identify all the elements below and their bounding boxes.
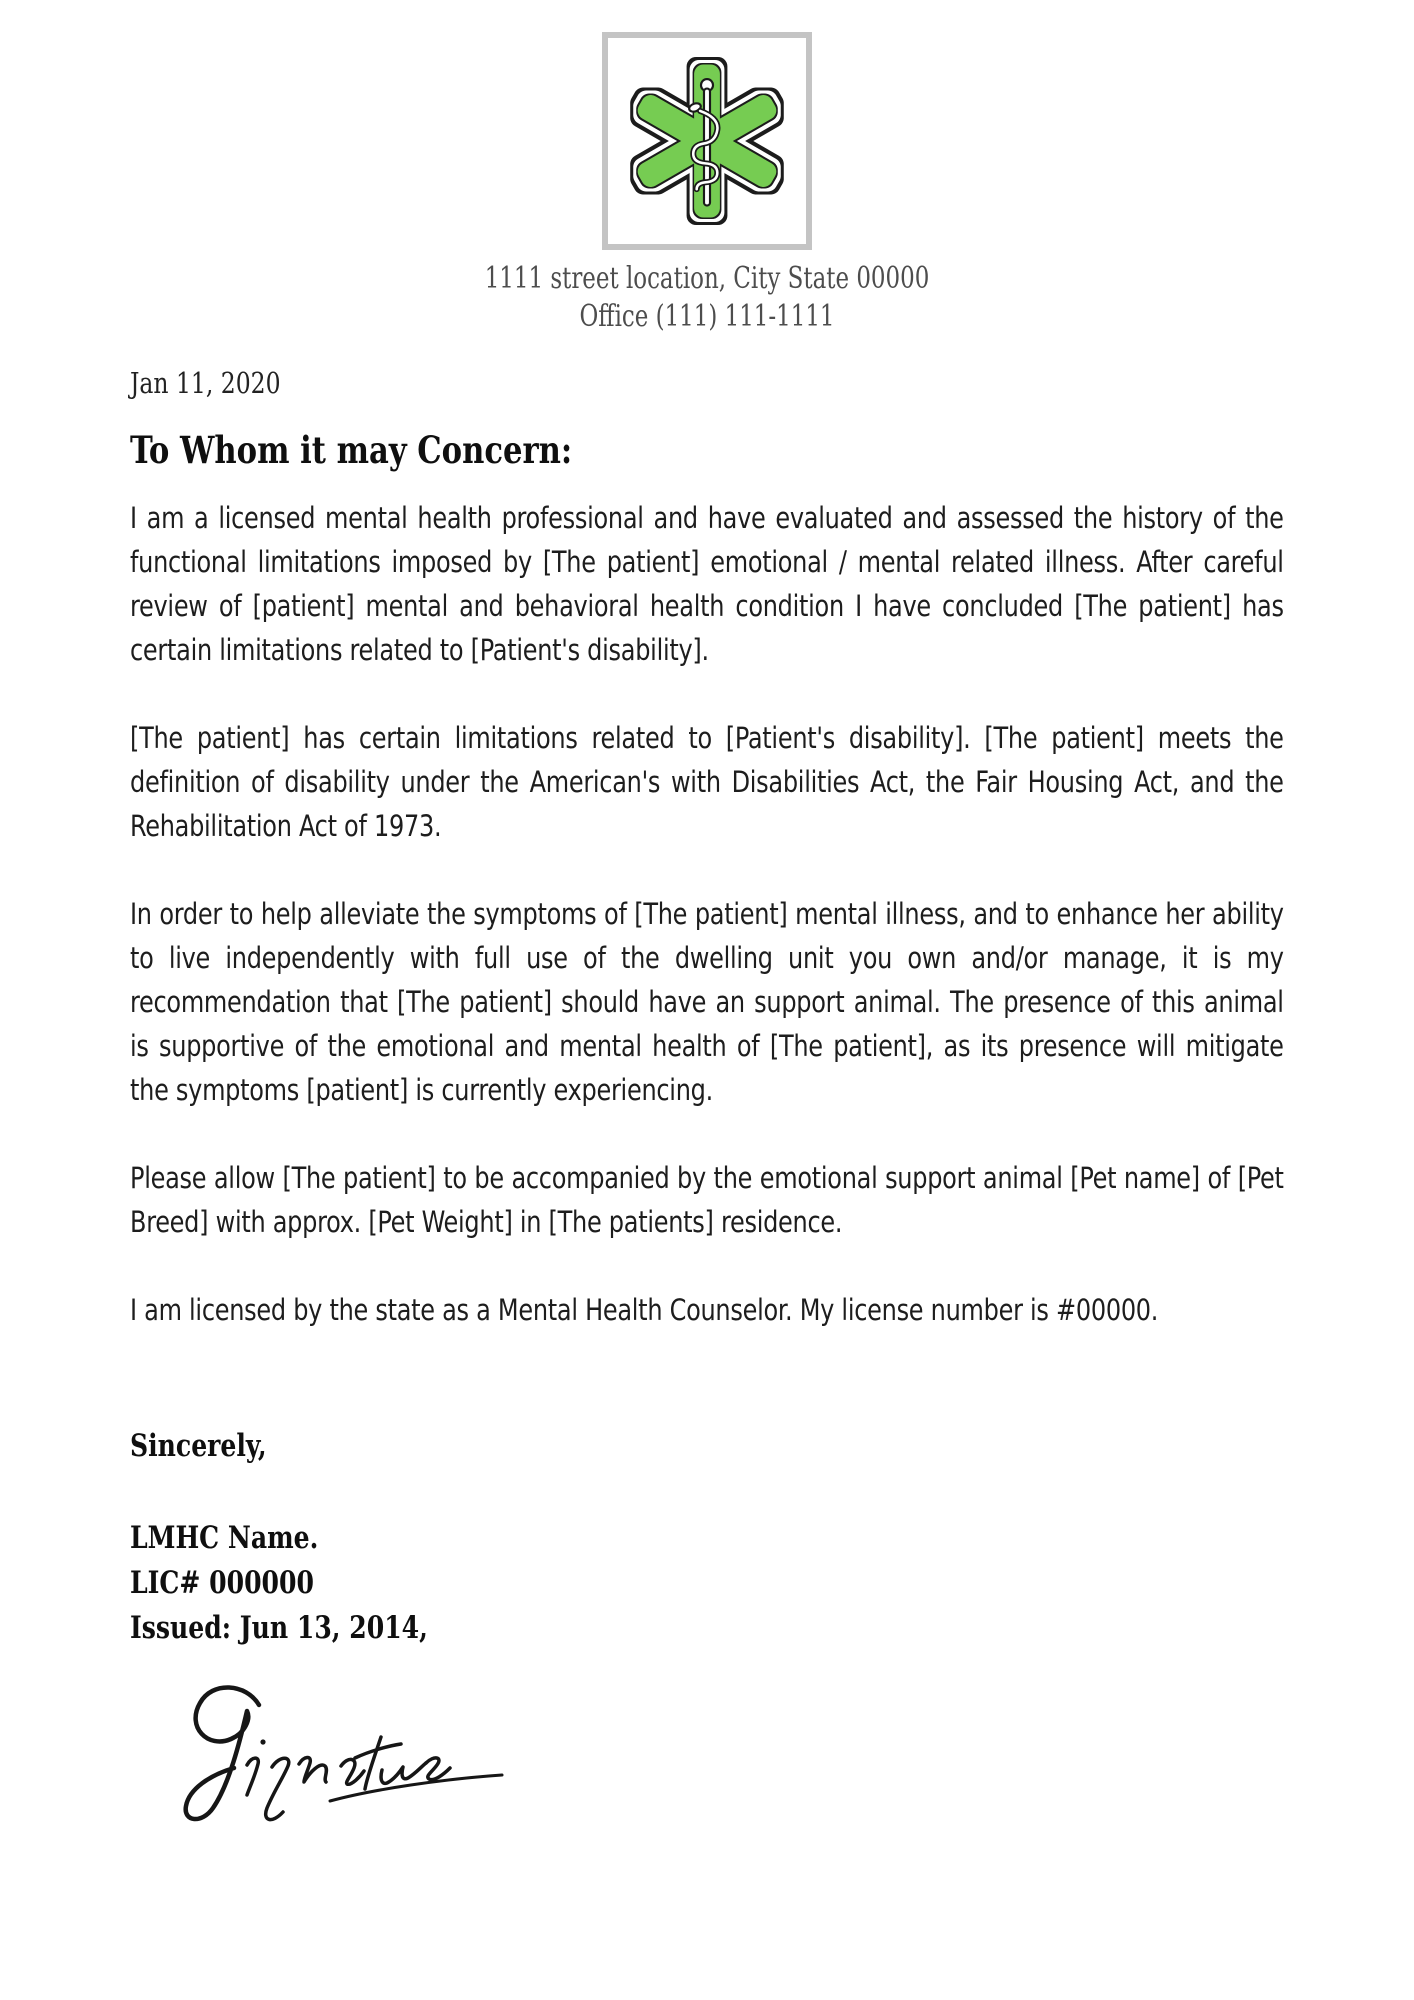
closing: Sincerely,	[130, 1428, 267, 1464]
paragraph-1: I am a licensed mental health professional and have evaluated and assessed the history of the functional limitations imposed by [The patient] emotional / mental related illness. After careful review of [patient] mental and behavioral health condition I have concluded [The patient] has certain limitations related to [Patient's disability].	[130, 501, 1284, 667]
logo-box	[602, 32, 812, 250]
paragraph-4: Please allow [The patient] to be accompanied by the emotional support animal [Pet name] of [Pet Breed] with approx. [Pet Weight] in [The patients] residence.	[130, 1161, 1284, 1239]
handwritten-signature-icon	[134, 1665, 514, 1840]
paragraph-3: In order to help alleviate the symptoms of [The patient] mental illness, and to enhance her ability to live independently with full use of the dwelling unit you own and/or manage, it is my recommendation that [The patient] should have an support animal. The presence of this animal is supportive of the emotional and mental health of [The patient], as its presence will mitigate the symptoms [patient] is currently experiencing.	[130, 897, 1284, 1107]
letter-date: Jan 11, 2020	[130, 366, 281, 400]
letter-body	[130, 496, 1284, 1332]
signer-license: LIC# 000000	[130, 1565, 314, 1601]
paragraph-2: [The patient] has certain limitations related to [Patient's disability]. [The patient] meets the definition of disability under the American's with Disabilities Act, the Fair Housing Act, and the Rehabilitation Act of 1973.	[130, 721, 1284, 843]
address-line-2: Office (111) 111-1111	[579, 299, 835, 334]
paragraph-5: I am licensed by the state as a Mental Health Counselor. My license number is #00000.	[130, 1293, 1159, 1327]
address-line-1: 1111 street location, City State 00000	[484, 261, 930, 296]
salutation: To Whom it may Concern:	[130, 428, 573, 472]
star-of-life-icon	[621, 50, 793, 232]
signer-name: LMHC Name.	[130, 1520, 319, 1556]
signature-image	[134, 1665, 1284, 1840]
signer-issued-date: Issued: Jun 13, 2014,	[130, 1610, 428, 1646]
letterhead-address	[106, 260, 1308, 336]
signer-block	[130, 1516, 1169, 1651]
